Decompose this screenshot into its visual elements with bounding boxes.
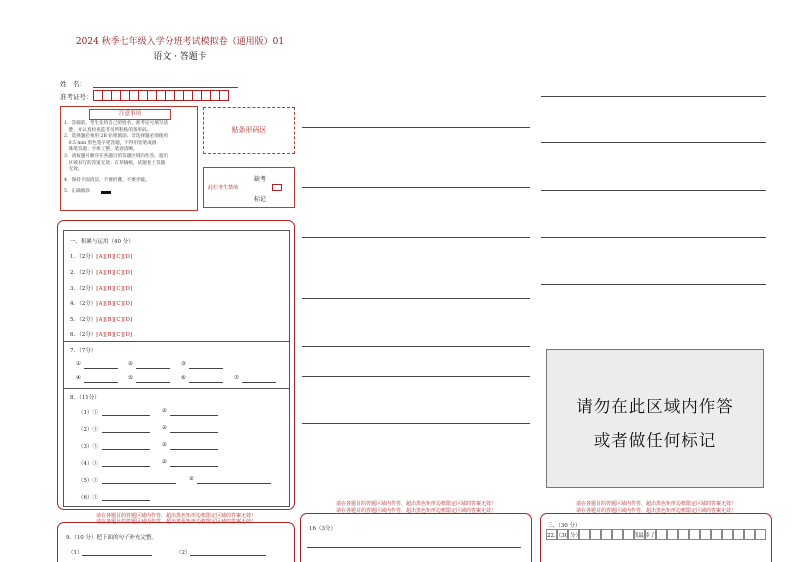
answer-blank[interactable] [102, 500, 150, 501]
sub-question: （5）① [78, 478, 98, 484]
writing-line[interactable] [302, 376, 530, 377]
blank-marker: ⑤ [128, 375, 133, 381]
answer-blank[interactable] [189, 368, 223, 369]
grid-cell[interactable] [546, 529, 557, 540]
answer-blank[interactable] [170, 466, 218, 467]
mc-section [63, 230, 290, 342]
sub-question: （3）① [78, 444, 98, 450]
grid-cell[interactable] [689, 529, 700, 540]
question-number: 1．（2分） [70, 254, 97, 260]
absent-text: 缺考 [254, 176, 267, 183]
writing-line[interactable] [302, 237, 530, 238]
notice-line: 无效。 [64, 167, 83, 172]
sub-question: （2）① [78, 427, 98, 433]
sub-question: （2） [176, 550, 191, 556]
mc-question [70, 315, 132, 323]
q9-panel [57, 522, 295, 562]
grid-cell[interactable] [678, 529, 689, 540]
answer-blank[interactable] [197, 483, 271, 484]
writing-line[interactable] [302, 298, 530, 299]
notice-line: 1．答题前，考生先将自己的姓名、准考证号填写清 [64, 121, 168, 126]
page-title: 2024 秋季七年级入学分班考试模拟卷（通用版）01 [75, 37, 285, 47]
blank-marker: ② [162, 442, 167, 448]
blank-marker: ⑦ [234, 375, 239, 381]
page-subtitle: 语文 · 答题卡 [153, 52, 207, 62]
answer-blank[interactable] [136, 368, 170, 369]
answer-blank[interactable] [84, 368, 118, 369]
sub-question: （1）① [78, 410, 98, 416]
grid-cell[interactable] [601, 529, 612, 540]
question-number: 2．（2分） [70, 270, 97, 276]
blank-marker: ② [128, 361, 133, 367]
barcode-area: 贴条形码区 [203, 107, 295, 154]
answer-area-warning: 请在各题目的答题区域内作答，超出黑色矩形边框限定区域的答案无效！ [95, 519, 256, 525]
answer-blank[interactable] [170, 432, 218, 433]
answer-blank[interactable] [170, 415, 218, 416]
filled-mark-icon [101, 191, 111, 194]
absent-note: 此栏考生禁填 [208, 185, 239, 191]
sub-question: （6）① [78, 495, 98, 501]
answer-area-warning: 请在各题目的答题区域内作答，超出黑色矩形边框限定区域的答案无效！ [335, 508, 496, 514]
section-heading: 一、积累与运用（40 分） [70, 239, 134, 245]
blank-marker: ② [162, 425, 167, 431]
grid-cell[interactable] [744, 529, 755, 540]
question-label: 22.（30 分） [547, 533, 581, 539]
notice-line: 4．保持卡面清洁，不要折叠、不要弄破。 [64, 178, 150, 183]
mc-question [70, 252, 132, 260]
notice-box [60, 106, 198, 211]
grid-cell[interactable] [612, 529, 623, 540]
question-label: 7．（7分） [70, 348, 97, 354]
answer-area-warning: 请在各题目的答题区域内作答，超出黑色矩形边框限定区域的答案无效！ [95, 513, 256, 519]
answer-blank[interactable] [102, 415, 150, 416]
question-label: 16（3分） [309, 526, 336, 532]
writing-line[interactable] [541, 96, 766, 97]
writing-line[interactable] [302, 346, 530, 347]
q16-panel [300, 513, 532, 562]
grid-cell[interactable] [645, 529, 656, 540]
answer-options[interactable]: [A][B][C][D] [96, 254, 133, 260]
absent-box [203, 167, 295, 208]
writing-line[interactable] [541, 190, 766, 191]
blank-marker: ② [162, 408, 167, 414]
q8-section [63, 389, 290, 507]
exam-id-label: 准考证号： [60, 93, 93, 101]
blank-marker: ② [189, 476, 194, 482]
answer-blank[interactable] [102, 466, 150, 467]
mc-question [70, 330, 132, 338]
writing-line[interactable] [541, 142, 766, 143]
absent-mark-text: 标记 [254, 196, 267, 203]
grid-cell[interactable] [700, 529, 711, 540]
mc-question [70, 268, 132, 276]
question-number: 6．（2分） [70, 332, 97, 338]
blank-marker: ⑥ [181, 375, 186, 381]
grid-cell[interactable] [579, 529, 590, 540]
notice-line: 楚，并认真检查监考员所粘贴的条形码。 [64, 127, 152, 133]
question-label: 9.（10 分）把下面的句子补充完整。 [66, 535, 157, 541]
notice-line: 2．选择题必须用 2B 铅笔填涂；非选择题必须使用 [64, 134, 169, 139]
answer-options[interactable]: [A][B][C][D] [96, 332, 133, 338]
no-write-text: 或者做任何标记 [593, 431, 717, 450]
answer-blank[interactable] [84, 382, 118, 383]
mc-question [70, 284, 132, 292]
writing-line[interactable] [302, 423, 530, 424]
answer-area-warning: 请在各题目的答题区域内作答，超出黑色矩形边框限定区域的答案无效！ [335, 501, 496, 507]
answer-options[interactable]: [A][B][C][D] [96, 301, 133, 307]
writing-line[interactable] [541, 284, 766, 285]
answer-blank[interactable] [102, 483, 176, 484]
grid-cell[interactable] [755, 529, 766, 540]
question-number: 5．（2分） [70, 317, 97, 323]
essay-title: 我最棒了 [633, 533, 656, 539]
answer-blank[interactable] [102, 449, 150, 450]
q7-section [63, 342, 290, 389]
answer-blank[interactable] [242, 382, 276, 383]
blank-marker: ③ [181, 361, 186, 367]
grid-cell[interactable] [590, 529, 601, 540]
answer-options[interactable]: [A][B][C][D] [96, 286, 133, 292]
notice-line: 珠笔答题；字体工整、笔迹清晰。 [64, 147, 138, 152]
no-write-zone [546, 349, 764, 488]
notice-line: 3．请按题号顺序在各题目的答题区域内作答，超出 [64, 154, 168, 159]
blank-marker: ② [162, 459, 167, 465]
answer-blank[interactable] [136, 382, 170, 383]
mc-question [70, 299, 132, 307]
notice-line: 5．正确填涂 [64, 189, 90, 194]
writing-line[interactable] [307, 547, 521, 548]
writing-line[interactable] [302, 127, 530, 128]
grid-cell[interactable] [711, 529, 722, 540]
absent-checkbox[interactable] [272, 184, 282, 191]
name-label: 姓 名： [60, 80, 86, 88]
sub-question: （4）① [78, 461, 98, 467]
answer-blank[interactable] [170, 449, 218, 450]
grid-cell[interactable] [557, 529, 568, 540]
notice-line: 0.5 mm 黑色签字笔答题，不得用铅笔或圆 [64, 140, 157, 146]
question-number: 3．（2分） [70, 286, 97, 292]
answer-area-warning: 请在各题目的答题区域内作答，超出黑色矩形边框限定区域的答案无效！ [575, 501, 736, 507]
question-label: 8．（11分） [70, 395, 100, 401]
grid-cell[interactable] [733, 529, 744, 540]
name-field[interactable] [93, 87, 238, 88]
grid-cell[interactable] [667, 529, 678, 540]
writing-line[interactable] [302, 187, 530, 188]
grid-cell[interactable] [656, 529, 667, 540]
grid-cell[interactable] [722, 529, 733, 540]
answer-options[interactable]: [A][B][C][D] [96, 270, 133, 276]
blank-marker: ④ [76, 375, 81, 381]
question-number: 4．（2分） [70, 301, 97, 307]
section-heading: 三、（30 分） [547, 523, 581, 529]
answer-blank[interactable] [102, 432, 150, 433]
grid-cell[interactable] [623, 529, 634, 540]
answer-blank[interactable] [82, 555, 152, 556]
answer-options[interactable]: [A][B][C][D] [96, 317, 133, 323]
answer-blank[interactable] [189, 382, 223, 383]
answer-blank[interactable] [190, 555, 266, 556]
grid-cell[interactable] [568, 529, 579, 540]
blank-marker: ① [76, 361, 81, 367]
exam-id-boxes[interactable] [93, 90, 228, 101]
sub-question: （1） [68, 550, 83, 556]
no-write-text: 请勿在此区域内作答 [576, 397, 734, 416]
notice-heading: 注意事项 [89, 109, 171, 120]
notice-line: 区域书写的答案无效；在草稿纸、试题卷上答题 [64, 160, 166, 166]
writing-line[interactable] [541, 237, 766, 238]
answer-area-warning: 请在各题目的答题区域内作答，超出黑色矩形边框限定区域的答案无效！ [575, 508, 736, 514]
grid-cell[interactable] [634, 529, 645, 540]
